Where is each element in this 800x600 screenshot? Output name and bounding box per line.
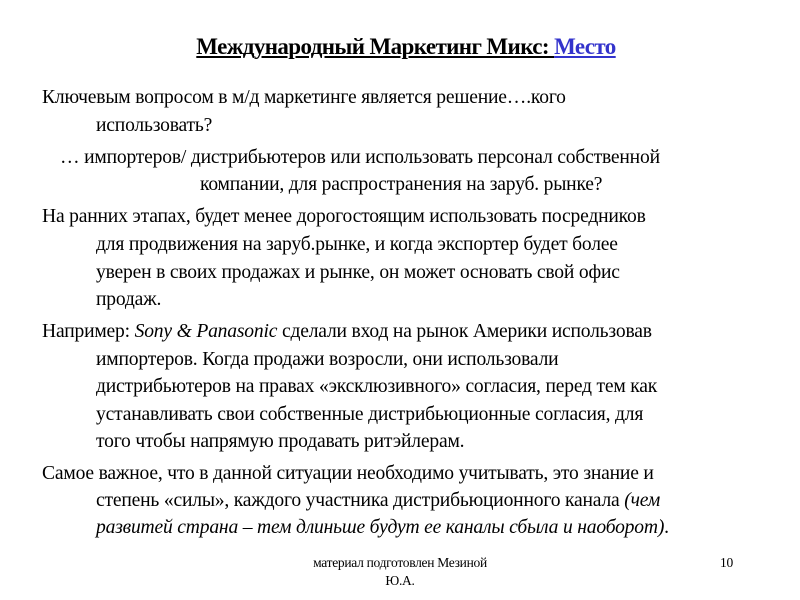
- footer-author-line2: Ю.А.: [385, 573, 415, 588]
- body-line: [96, 489, 660, 513]
- slide-title: [0, 34, 800, 60]
- text: сделали вход на рынок Америки использовав: [277, 321, 652, 342]
- italic-text: развитей страна – тем длиньше будут ее каналы сбыла и наоборот): [96, 517, 665, 538]
- body-line: компании, для распространения на заруб. рынке?: [200, 174, 603, 195]
- body-line: того чтобы напрямую продавать ритэйлерам.: [96, 431, 465, 452]
- text: Например:: [42, 321, 135, 342]
- page-number: 10: [720, 555, 733, 570]
- body-line: дистрибьютеров на правах «эксклюзивного» согласия, перед тем как: [96, 376, 658, 397]
- body-line: для продвижения на заруб.рынке, и когда экспортер будет более: [96, 234, 618, 255]
- title-highlight: Место: [554, 34, 616, 59]
- body-line: использовать?: [96, 115, 213, 136]
- body-line: [42, 320, 652, 344]
- title-text: Международный Маркетинг Микс:: [196, 34, 555, 59]
- body-line: устанавливать свои собственные дистрибьюционные согласия, для: [96, 404, 644, 425]
- body-line: [96, 516, 669, 540]
- text: степень «силы», каждого участника дистрибьюционного канала: [96, 490, 625, 511]
- brand-names: Sony & Panasonic: [134, 321, 278, 342]
- italic-text: (чем: [624, 490, 661, 511]
- body-line: уверен в своих продажах и рынке, он может основать свой офис: [96, 262, 620, 283]
- body-line: Самое важное, что в данной ситуации необходимо учитывать, это знание и: [42, 463, 654, 484]
- body-line: импортеров. Когда продажи возросли, они использовали: [96, 349, 559, 370]
- body-line: На ранних этапах, будет менее дорогостоящим использовать посредников: [42, 206, 646, 227]
- body-line: продаж.: [96, 289, 162, 310]
- footer-author-line1: материал подготовлен Мезиной: [313, 555, 487, 570]
- body-line: … импортеров/ дистрибьютеров или использовать персонал собственной: [60, 147, 660, 168]
- text: .: [664, 517, 669, 538]
- body-line: Ключевым вопросом в м/д маркетинге является решение….кого: [42, 87, 566, 108]
